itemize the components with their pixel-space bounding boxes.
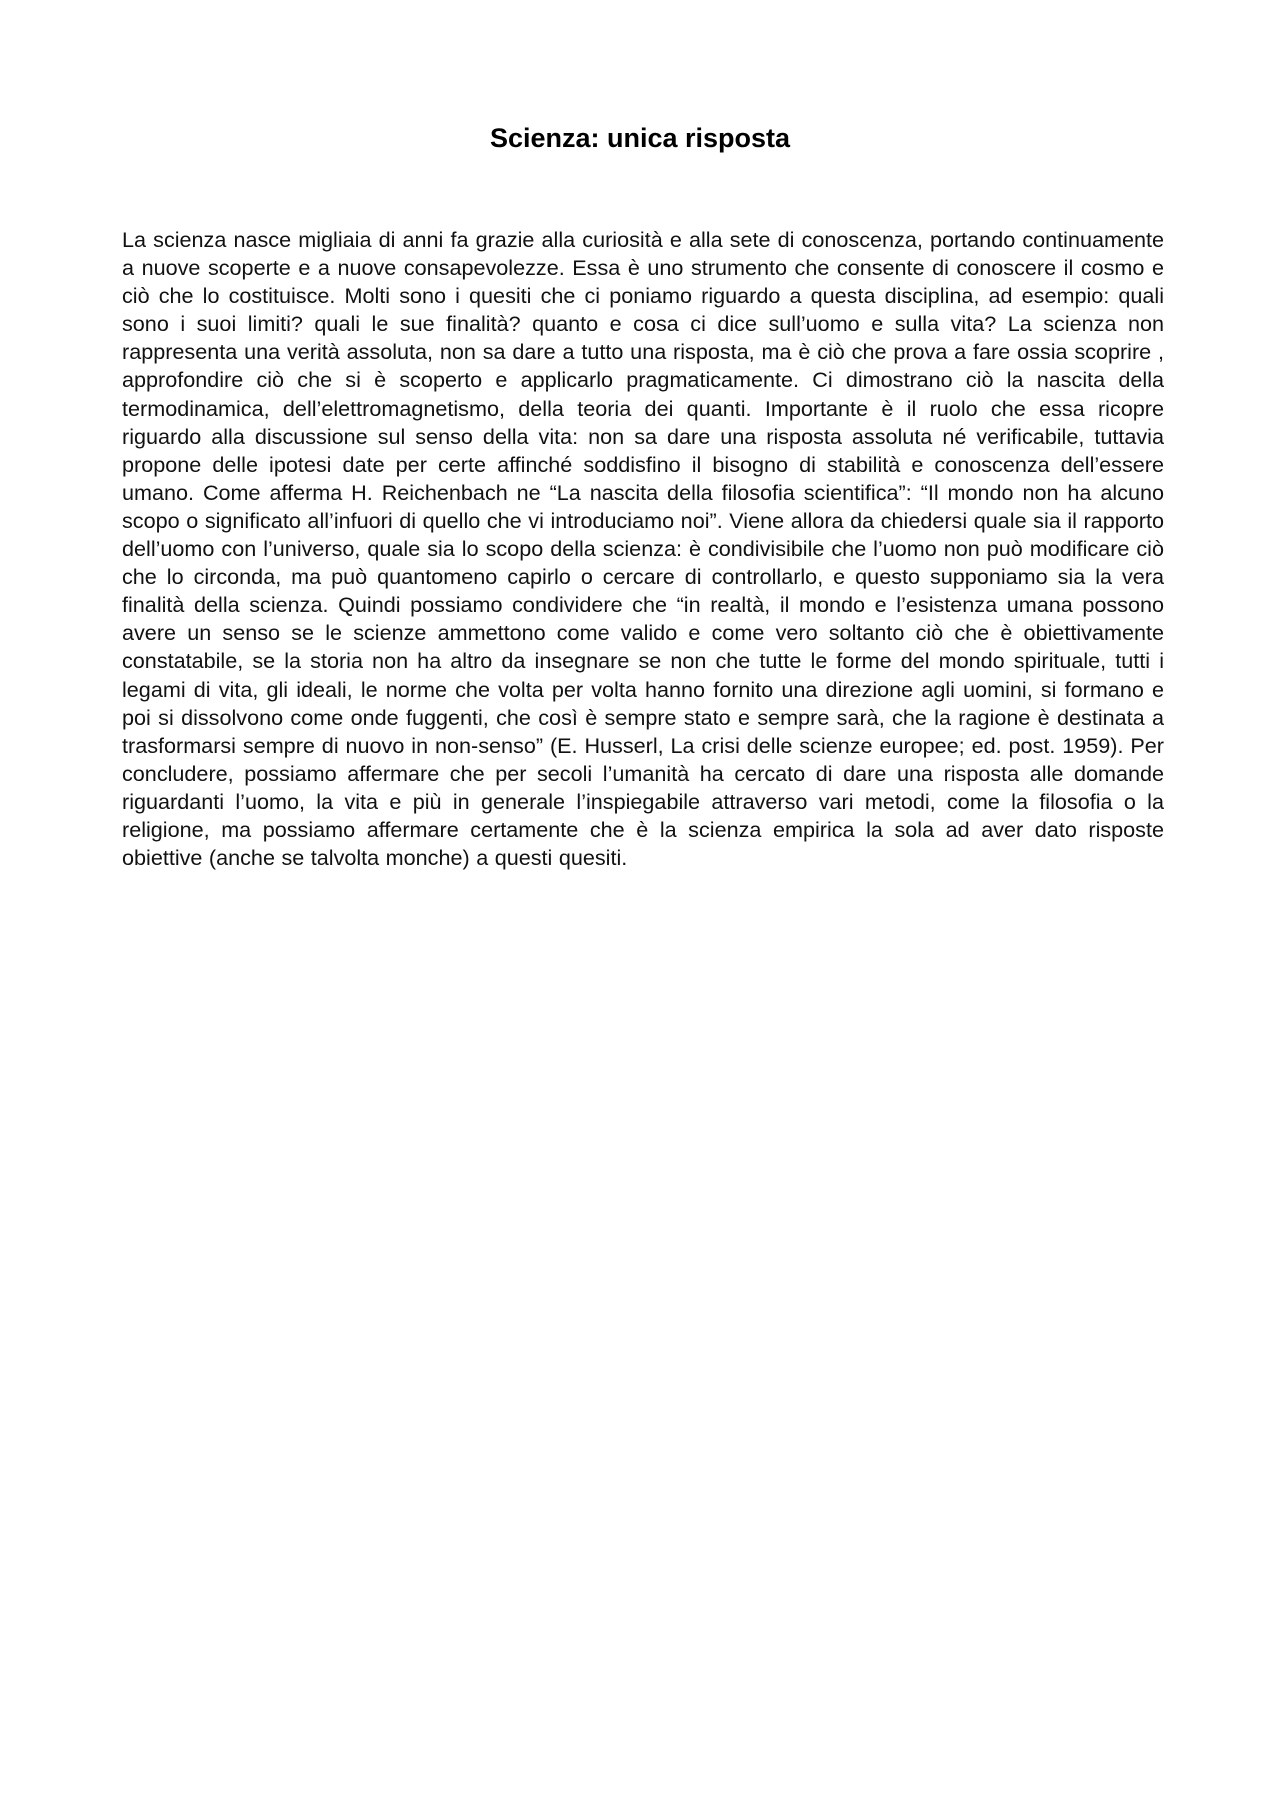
- document-title: Scienza: unica risposta: [489, 123, 791, 153]
- essay-paragraph: La scienza nasce migliaia di anni fa grazie alla curiosità e alla sete di conoscenza, portando continuamente a nuove scoperte e a nuove consapevolezze. Essa è uno strumento che consente di conoscere il cosmo e ciò che lo costituisce. Molti sono i quesiti che ci poniamo riguardo a questa disciplina, ad esempio: quali sono i suoi limiti? quali le sue finalità? quanto e cosa ci dice sull’uomo e sulla vita? La scienza non rappresenta una verità assoluta, non sa dare a tutto una risposta, ma è ciò che prova a fare ossia scoprire , approfondire ciò che si è scoperto e applicarlo pragmaticamente. Ci dimostrano ciò la nascita della termodinamica, dell’elettromagnetismo, della teoria dei quanti. Importante è il ruolo che essa ricopre riguardo alla discussione sul senso della vita: non sa dare una risposta assoluta né verificabile, tuttavia propone delle ipotesi date per certe affinché soddisfino il bisogno di stabilità e conoscenza dell’essere umano. Come afferma H. Reichenbach ne “La nascita della filosofia scientifica”: “Il mondo non ha alcuno scopo o significato all’infuori di quello che vi introduciamo noi”. Viene allora da chiedersi quale sia il rapporto dell’uomo con l’universo, quale sia lo scopo della scienza: è condivisibile che l’uomo non può modificare ciò che lo circonda, ma può quantomeno capirlo o cercare di controllarlo, e questo supponiamo sia la vera finalità della scienza. Quindi possiamo condividere che “in realtà, il mondo e l’esistenza umana possono avere un senso se le scienze ammettono come valido e come vero soltanto ciò che è obiettivamente constatabile, se la storia non ha altro da insegnare se non che tutte le forme del mondo spirituale, tutti i legami di vita, gli ideali, le norme che volta per volta hanno fornito una direzione agli uomini, si formano e poi si dissolvono come onde fuggenti, che così è sempre stato e sempre sarà, che la ragione è destinata a trasformarsi sempre di nuovo in non-senso” (E. Husserl, La crisi delle scienze europee; ed. post. 1959). Per concludere, possiamo affermare che per secoli l’umanità ha cercato di dare una risposta alle domande riguardanti l’uomo, la vita e più in generale l’inspiegabile attraverso vari metodi, come la filosofia o la religione, ma possiamo affermare certamente che è la scienza empirica la sola ad aver dato risposte obiettive (anche se talvolta monche) a questi quesiti.: [122, 227, 1164, 871]
